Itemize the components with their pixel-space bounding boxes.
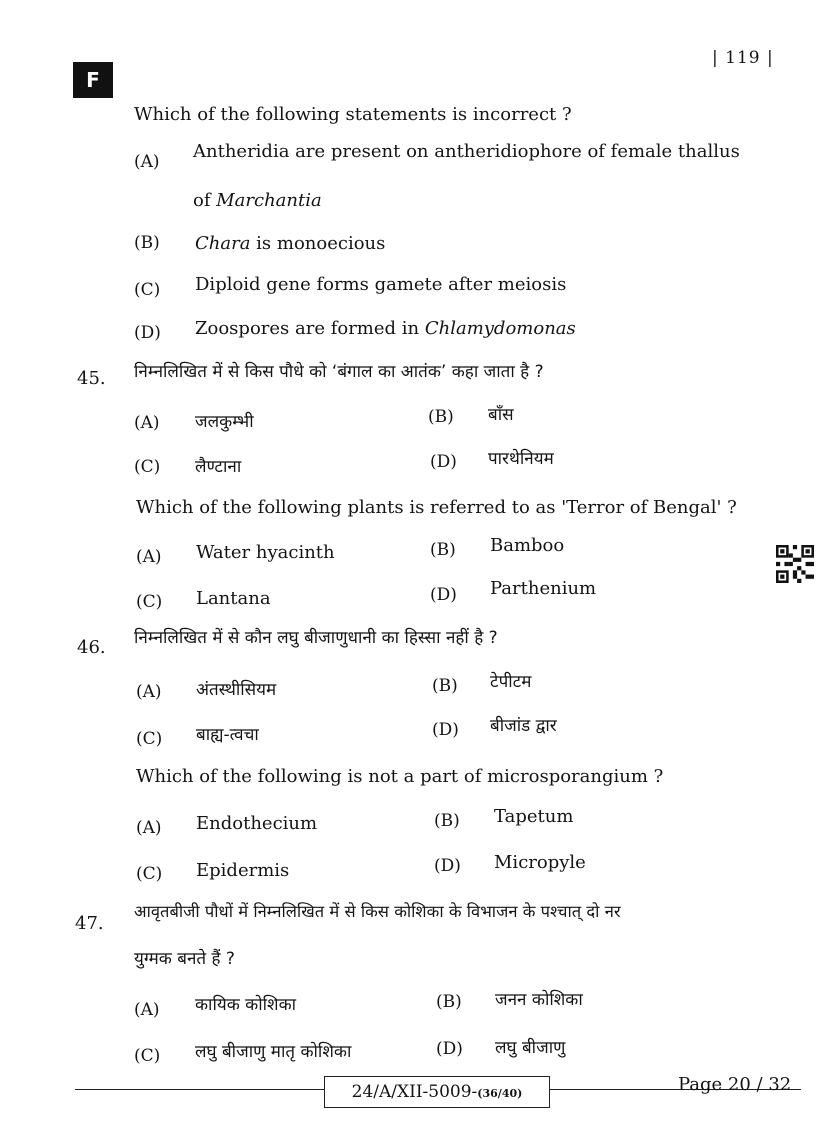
q46-en-option-b: Tapetum	[494, 806, 574, 827]
q45-hi-option-c: लैण्टाना	[195, 457, 242, 477]
q46-number: 46.	[77, 637, 106, 658]
q45-en-option-a-label: (A)	[136, 547, 162, 567]
q44-option-d-text: Zoospores are formed in Chlamydomonas	[195, 318, 576, 339]
page-number: | 119 |	[712, 48, 774, 68]
q46-question-en: Which of the following is not a part of microsporangium ?	[136, 766, 664, 787]
q45-en-option-d-label: (D)	[430, 585, 457, 605]
q46-hi-option-a-label: (A)	[136, 682, 162, 702]
q47-hi-option-a-label: (A)	[134, 1000, 160, 1020]
q45-hi-option-a: जलकुम्भी	[195, 412, 254, 432]
q47-question-hi-line1: आवृतबीजी पौधों में निम्नलिखित में से किस कोशिका के विभाजन के पश्चात् दो नर	[134, 902, 621, 921]
q44-option-d-label: (D)	[134, 323, 161, 343]
q46-en-option-d: Micropyle	[494, 852, 586, 873]
q45-en-option-c: Lantana	[196, 588, 271, 609]
q47-hi-option-d: लघु बीजाणु	[495, 1038, 566, 1058]
q45-hi-option-c-label: (C)	[134, 457, 161, 477]
q46-hi-option-a: अंतस्थीसियम	[196, 680, 277, 700]
q46-en-option-b-label: (B)	[434, 811, 460, 831]
q44-option-b-text: Chara is monoecious	[195, 233, 386, 254]
q45-hi-option-b: बाँस	[488, 405, 514, 425]
q47-number: 47.	[75, 913, 104, 934]
q44-option-c-text: Diploid gene forms gamete after meiosis	[195, 274, 567, 295]
q45-hi-option-a-label: (A)	[134, 413, 160, 433]
paper-code: 24/A/XII-5009-(36/40)	[324, 1076, 550, 1108]
q45-hi-option-b-label: (B)	[428, 407, 454, 427]
q46-en-option-c: Epidermis	[196, 860, 290, 881]
q44-option-c-label: (C)	[134, 280, 161, 300]
set-badge: F	[73, 62, 113, 98]
q45-number: 45.	[77, 368, 106, 389]
q47-hi-option-a: कायिक कोशिका	[195, 995, 297, 1015]
q47-hi-option-b: जनन कोशिका	[495, 990, 583, 1010]
q46-en-option-a: Endothecium	[196, 813, 318, 834]
q46-en-option-c-label: (C)	[136, 864, 163, 884]
q47-question-hi-line2: युग्मक बनते हैं ?	[134, 949, 235, 969]
q45-hi-option-d: पारथेनियम	[488, 449, 554, 469]
q44-option-a-label: (A)	[134, 152, 160, 172]
q46-en-option-a-label: (A)	[136, 818, 162, 838]
q46-hi-option-d: बीजांड द्वार	[490, 716, 557, 736]
q47-hi-option-c: लघु बीजाणु मातृ कोशिका	[195, 1042, 352, 1062]
q44-option-a-text-line2: of Marchantia	[193, 190, 322, 211]
q44-question-en: Which of the following statements is incorrect ?	[134, 104, 572, 125]
q44-option-a-text: Antheridia are present on antheridiophore of female thallus	[193, 141, 740, 162]
q46-en-option-d-label: (D)	[434, 856, 461, 876]
q45-en-option-a: Water hyacinth	[196, 542, 335, 563]
q44-option-b-label: (B)	[134, 233, 160, 253]
q45-en-option-d: Parthenium	[490, 578, 597, 599]
qr-code-icon	[776, 545, 814, 583]
q46-hi-option-b: टेपीटम	[490, 672, 532, 692]
q46-hi-option-b-label: (B)	[432, 676, 458, 696]
q46-hi-option-d-label: (D)	[432, 720, 459, 740]
q46-hi-option-c: बाह्य-त्वचा	[196, 725, 259, 745]
q45-question-en: Which of the following plants is referred to as 'Terror of Bengal' ?	[136, 497, 737, 518]
q45-en-option-b-label: (B)	[430, 540, 456, 560]
q46-question-hi: निम्नलिखित में से कौन लघु बीजाणुधानी का हिस्सा नहीं है ?	[134, 628, 498, 648]
q45-question-hi: निम्नलिखित में से किस पौधे को ‘बंगाल का आतंक’ कहा जाता है ?	[134, 362, 544, 382]
page-footer: Page 20 / 32	[678, 1074, 792, 1095]
q47-hi-option-b-label: (B)	[436, 992, 462, 1012]
q47-hi-option-d-label: (D)	[436, 1039, 463, 1059]
q45-hi-option-d-label: (D)	[430, 452, 457, 472]
q45-en-option-c-label: (C)	[136, 592, 163, 612]
q46-hi-option-c-label: (C)	[136, 729, 163, 749]
q47-hi-option-c-label: (C)	[134, 1046, 161, 1066]
q45-en-option-b: Bamboo	[490, 535, 565, 556]
